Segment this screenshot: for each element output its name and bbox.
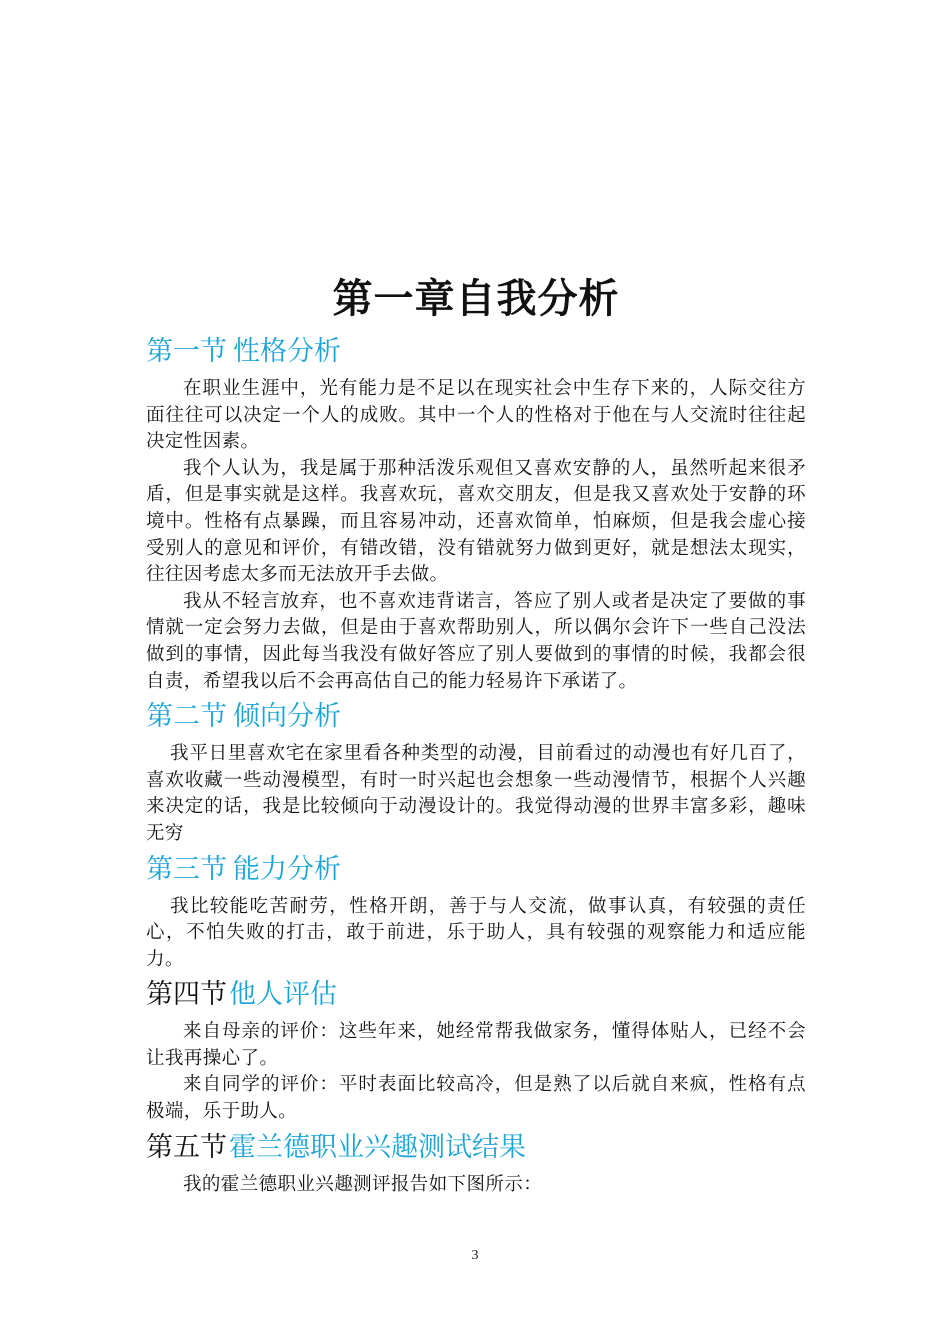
chapter-title: 第一章自我分析 — [332, 276, 620, 322]
paragraph: 来自同学的评价：平时表面比较高冷，但是熟了以后就自来疯，性格有点极端，乐于助人。 — [146, 1074, 806, 1123]
section-heading-3 — [146, 850, 806, 890]
section-title: 霍兰德职业兴趣测试结果 — [229, 1131, 526, 1163]
paragraph: 在职业生涯中，光有能力是不足以在现实社会中生存下来的，人际交往方面往往可以决定一个人的成败。其中一个人的性格对于他在与人交流时往往起决定性因素。 — [146, 378, 806, 453]
paragraph: 我平日里喜欢宅在家里看各种类型的动漫，目前看过的动漫也有好几百了，喜欢收藏一些动漫模型，有时一时兴起也会想象一些动漫情节，根据个人兴趣来决定的话，我是比较倾向于动漫设计的。我觉得动漫的世界丰富多彩，趣味无穷 — [146, 743, 806, 844]
page-number: 3 — [471, 1248, 479, 1263]
section-heading-5 — [146, 1128, 806, 1168]
section-title: 能力分析 — [233, 853, 341, 885]
section-heading-4 — [146, 975, 806, 1015]
paragraph: 我从不轻言放弃，也不喜欢违背诺言，答应了别人或者是决定了要做的事情就一定会努力去做，但是由于喜欢帮助别人，所以偶尔会许下一些自己没法做到的事情，因此每当我没有做好答应了别人要做到的事情的时候，我都会很自责，希望我以后不会再高估自己的能力轻易许下承诺了。 — [146, 590, 806, 692]
section-number: 第四节 — [146, 979, 227, 1011]
section-heading-1 — [146, 332, 806, 372]
paragraph: 我的霍兰德职业兴趣测评报告如下图所示： — [183, 1173, 543, 1195]
section-number: 第二节 — [146, 701, 227, 733]
section-title: 性格分析 — [233, 336, 341, 367]
section-title: 他人评估 — [229, 979, 337, 1011]
section-number: 第五节 — [146, 1131, 227, 1163]
section-number: 第三节 — [146, 853, 227, 885]
section-title: 倾向分析 — [233, 701, 341, 733]
paragraph: 我比较能吃苦耐劳，性格开朗，善于与人交流，做事认真，有较强的责任心，不怕失败的打击，敢于前进，乐于助人，具有较强的观察能力和适应能力。 — [146, 895, 806, 970]
page-content — [146, 268, 806, 1198]
paragraph: 来自母亲的评价：这些年来，她经常帮我做家务，懂得体贴人，已经不会让我再操心了。 — [146, 1021, 806, 1069]
section-number: 第一节 — [146, 336, 227, 367]
section-heading-2 — [146, 697, 806, 737]
paragraph: 我个人认为，我是属于那种活泼乐观但又喜欢安静的人，虽然听起来很矛盾，但是事实就是这样。我喜欢玩，喜欢交朋友，但是我又喜欢处于安静的环境中。性格有点暴躁，而且容易冲动，还喜欢简单，怕麻烦，但是我会虚心接受别人的意见和评价，有错改错，没有错就努力做到更好，就是想法太现实，往往因考虑太多而无法放开手去做。 — [146, 457, 806, 586]
